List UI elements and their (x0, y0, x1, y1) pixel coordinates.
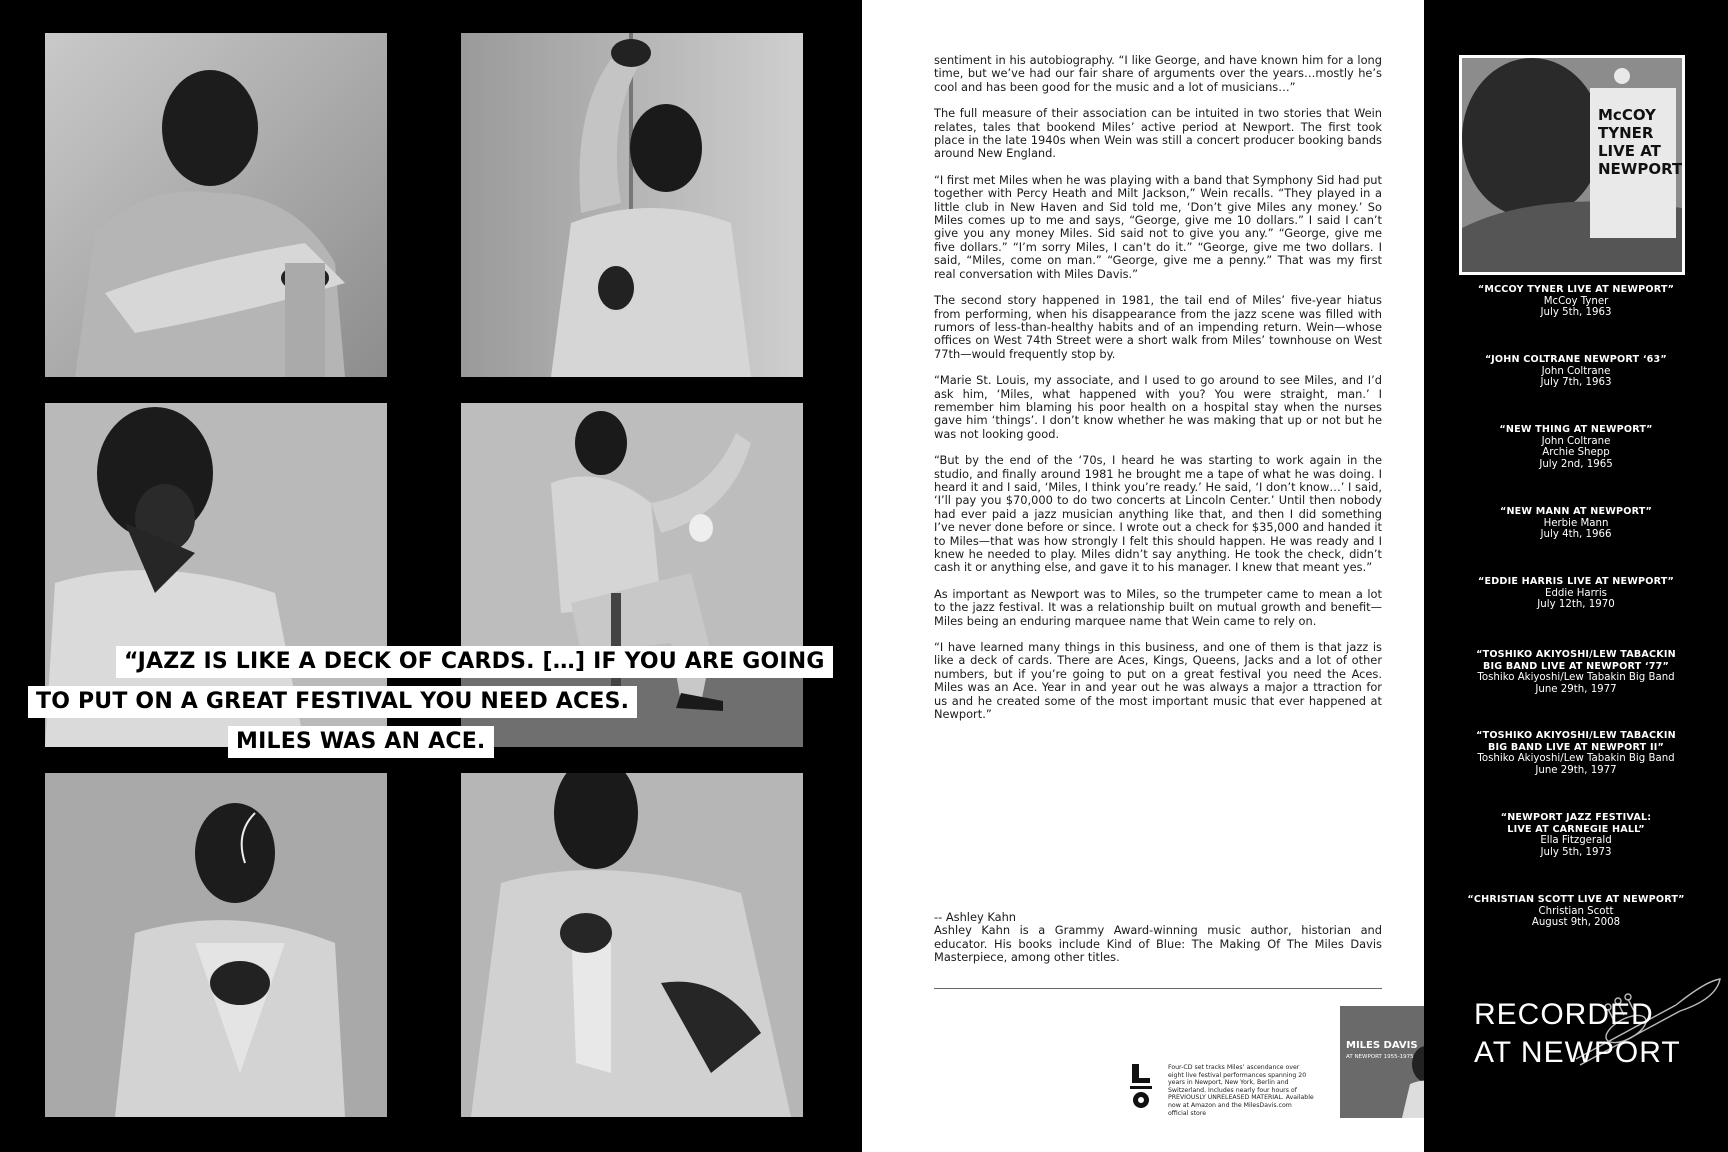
album-date: July 7th, 1963 (1540, 377, 1612, 388)
article-paragraph: “But by the end of the ‘70s, I heard he was starting to work again in the studio, and finally around 1981 he brought me a tape of what he was doing. I heard it and I said, ‘Miles, I think you’re ready.’ He said, ‘I don’t know…’ I said, ‘I’ll pay you $70,000 to do two concerts at Lincoln Center.’ Until then nobody had ever paid a jazz musician anything like that, and then I did something I’ve never done before or since. I wrote out a check for $35,000 and handed it to Miles—that was how strongly I felt this should happen. He was ready and I knew he needed to play. Miles didn’t say anything. He took the check, didn’t cash it or anything else, and gave it to his manager. I knew that meant yes.” (934, 453, 1382, 575)
album-title: “NEW THING AT NEWPORT” (1499, 424, 1653, 435)
article-paragraph: “Marie St. Louis, my associate, and I used to go around to see Miles, and I’d ask him, ‘Miles, what happened with you? You were straight, man.’ I remember him blaming his poor health on a hospital stay when the nurses gave him ‘things’. I don’t know whether he was making that up or not but he was not looking good. (934, 373, 1382, 441)
cover-title-line-2: TYNER (1598, 124, 1654, 142)
album-entry (1424, 424, 1728, 470)
album-entry (1424, 354, 1728, 389)
album-artist: John Coltrane (1541, 365, 1611, 377)
album-artist: Toshiko Akiyoshi/Lew Tabakin Big Band (1477, 753, 1675, 764)
album-title: “TOSHIKO AKIYOSHI/LEW TABACKIN (1476, 649, 1676, 660)
album-title: LIVE AT CARNEGIE HALL” (1507, 823, 1645, 835)
album-title: “EDDIE HARRIS LIVE AT NEWPORT” (1477, 576, 1675, 587)
album-entry (1424, 894, 1728, 929)
album-title: “MCCOY TYNER LIVE AT NEWPORT” (1477, 284, 1675, 295)
album-title: BIG BAND LIVE AT NEWPORT II” (1488, 741, 1664, 753)
album-entry (1424, 506, 1728, 541)
album-title: “CHRISTIAN SCOTT LIVE AT NEWPORT” (1467, 894, 1685, 905)
article-paragraph: “I first met Miles when he was playing with a band that Symphony Sid had put together with Percy Heath and Milt Jackson,” Wein recalls. “They played in a little club in New Haven and Sid told me, ‘Don’t give Miles any money.’ So Miles comes up to me and says, “George, give me 10 dollars.” I said I can’t give you any money Miles. Sid said not to give you any.” “George, give me five dollars.” “I’m sorry Miles, I can’t do it.” “George, give me two dollars. I said, “Miles, come on man.” “George, give me a penny.” That was my first real conversation with Miles Davis.” (934, 172, 1382, 281)
ad-copy: Four-CD set tracks Miles’ ascendance over eight live festival performances spanning 20 years in Newport, New York, Berlin and Switzerland. Includes nearly four hours of PREVIOUSLY UNRELEASED MATERIAL. Available now at Amazon and the MilesDavis.com official store (1168, 1064, 1314, 1117)
album-artist: Herbie Mann (1543, 517, 1609, 529)
album-artist: Archie Shepp (1542, 447, 1610, 458)
cover-title-line-4: NEWPORT (1598, 160, 1682, 178)
album-date: July 2nd, 1965 (1539, 458, 1613, 470)
album-date: July 5th, 1963 (1540, 307, 1612, 318)
album-entry (1424, 812, 1728, 858)
album-date: June 29th, 1977 (1535, 764, 1617, 776)
article-panel (862, 0, 1424, 1152)
album-date: July 5th, 1973 (1540, 846, 1612, 858)
cover-subtitle: AT NEWPORT 1955-1975 (1346, 1054, 1414, 1060)
pull-quote-line-1: “JAZZ IS LIKE A DECK OF CARDS. […] IF YOU ARE GOING (116, 646, 833, 678)
album-date: July 4th, 1966 (1540, 529, 1612, 540)
album-date: June 29th, 1977 (1535, 683, 1617, 695)
album-entry (1424, 730, 1728, 776)
recorded-line-1: RECORDED (1474, 998, 1654, 1031)
pull-quote-line-3: MILES WAS AN ACE. (228, 726, 494, 758)
album-date: July 12th, 1970 (1537, 599, 1615, 610)
photo-2 (461, 33, 803, 377)
album-artist: Christian Scott (1538, 905, 1614, 917)
article-paragraph: The full measure of their association can be intuited in two stories that Wein relates, tales that bookend Miles’ active period at Newport. The first took place in the late 1940s when Wein was still a concert producer booking bands around New England. (934, 106, 1382, 161)
photo-5 (45, 773, 387, 1117)
album-artist: John Coltrane (1541, 435, 1611, 447)
photo-6 (461, 773, 803, 1117)
recorded-line-2: AT NEWPORT (1474, 1036, 1681, 1069)
album-title: “TOSHIKO AKIYOSHI/LEW TABACKIN (1476, 730, 1676, 741)
album-entry (1424, 649, 1728, 695)
article-paragraph: “I have learned many things in this business, and one of them is that jazz is like a deck of cards. There are Aces, Kings, Queens, Jacks and a lot of other numbers, but if you’re going to put on a great festival you need the Aces. Miles was an Ace. Year in and year out he was always a major a ttraction for us and he created some of the most important music that ever happened at Newport.” (934, 640, 1382, 722)
mccoy-tyner-album-cover (1459, 55, 1685, 275)
album-artist: Eddie Harris (1545, 587, 1607, 599)
album-title: “JOHN COLTRANE NEWPORT ‘63” (1485, 354, 1667, 365)
album-artist: McCoy Tyner (1543, 295, 1609, 307)
album-title: BIG BAND LIVE AT NEWPORT ‘77” (1482, 660, 1670, 672)
legacy-logo-icon (1130, 1064, 1152, 1110)
photo-collage (0, 0, 862, 1152)
divider (934, 988, 1382, 989)
article-paragraph: sentiment in his autobiography. “I like George, and have known him for a long time, but we’ve had our fair share of arguments over the years…mostly he’s cool and has been good for the music and a lot of musicians…” (934, 53, 1382, 94)
byline (934, 911, 1382, 965)
author-bio: Ashley Kahn is a Grammy Award-winning music author, historian and educator. His books include Kind of Blue: The Making Of The Miles Davis Masterpiece, among other titles. (934, 923, 1382, 965)
cover-title-line-3: LIVE AT (1598, 142, 1661, 160)
album-artist: Toshiko Akiyoshi/Lew Tabakin Big Band (1477, 672, 1675, 683)
article-paragraph: The second story happened in 1981, the tail end of Miles’ five-year hiatus from performing, when his disappearance from the jazz scene was filled with rumors of less-than-healthy habits and of an impending return. Wein—whose offices on West 74th Street were a short walk from Miles’ townhouse on West 77th—would frequently stop by. (934, 293, 1382, 361)
album-title: “NEW MANN AT NEWPORT” (1499, 506, 1653, 517)
photo-1 (45, 33, 387, 377)
recorded-at-newport-title (1474, 996, 1681, 1072)
article-body (934, 54, 1382, 734)
advertisement (934, 1002, 1418, 1120)
album-entry (1424, 576, 1728, 611)
discography-sidebar (1424, 0, 1728, 1152)
author-signature: -- Ashley Kahn (934, 910, 1017, 924)
article-paragraph: As important as Newport was to Miles, so the trumpeter came to mean a lot to the jazz festival. It was a relationship built on mutual growth and benefit—Miles being an enduring marquee name that Wein came to rely on. (934, 586, 1382, 628)
album-entry (1424, 284, 1728, 319)
album-date: August 9th, 2008 (1531, 917, 1621, 928)
cover-title-line-1: McCOY (1598, 106, 1656, 124)
album-title: “NEWPORT JAZZ FESTIVAL: (1500, 812, 1652, 823)
cover-artist: MILES DAVIS (1346, 1040, 1418, 1051)
pull-quote-line-2: TO PUT ON A GREAT FESTIVAL YOU NEED ACES. (28, 686, 637, 718)
album-artist: Ella Fitzgerald (1540, 835, 1612, 846)
